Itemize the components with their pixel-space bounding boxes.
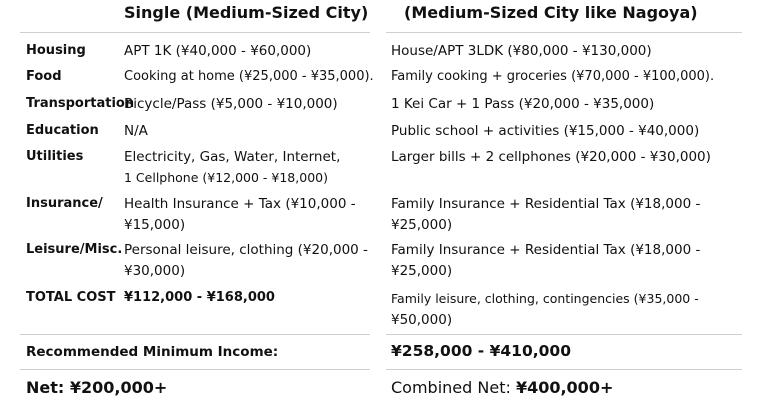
family-utilities: Larger bills + 2 cellphones (¥20,000 - ¥30,000) [391, 149, 711, 165]
family-leisure-line2: ¥25,000) [391, 263, 453, 279]
net-divider-left [20, 369, 370, 370]
single-insurance-line2: ¥15,000) [124, 217, 186, 233]
header-divider-right [386, 32, 742, 33]
net-divider-right [386, 369, 742, 370]
recommended-divider-left [20, 334, 370, 335]
row-label-education: Education [26, 123, 99, 138]
single-transportation: Bicycle/Pass (¥5,000 - ¥10,000) [124, 96, 338, 112]
single-housing: APT 1K (¥40,000 - ¥60,000) [124, 43, 312, 59]
single-utilities-line1: Electricity, Gas, Water, Internet, [124, 149, 341, 165]
single-column-header: Single (Medium-Sized City) [124, 3, 369, 22]
single-insurance-line1: Health Insurance + Tax (¥10,000 - [124, 196, 356, 212]
recommended-income-value: ¥258,000 - ¥410,000 [391, 342, 571, 360]
family-education: Public school + activities (¥15,000 - ¥40,000) [391, 123, 700, 139]
header-divider-left [20, 32, 370, 33]
single-utilities-line2: 1 Cellphone (¥12,000 - ¥18,000) [124, 170, 328, 185]
row-label-utilities: Utilities [26, 149, 84, 164]
recommended-income-label: Recommended Minimum Income: [26, 344, 279, 360]
single-leisure-line2: ¥30,000) [124, 263, 186, 279]
single-total-cost: ¥112,000 - ¥168,000 [124, 290, 275, 305]
family-total-line1: Family leisure, clothing, contingencies (¥35,000 - [391, 291, 699, 306]
row-label-food: Food [26, 69, 62, 84]
family-insurance-line2: ¥25,000) [391, 217, 453, 233]
family-food: Family cooking + groceries (¥70,000 - ¥100,000). [391, 69, 715, 84]
single-leisure-line1: Personal leisure, clothing (¥20,000 - [124, 242, 368, 258]
family-housing: House/APT 3LDK (¥80,000 - ¥130,000) [391, 43, 652, 59]
single-food: Cooking at home (¥25,000 - ¥35,000). [124, 69, 374, 84]
row-label-housing: Housing [26, 43, 86, 58]
single-net-income: Net: ¥200,000+ [26, 378, 168, 397]
row-label-total-cost: TOTAL COST [26, 290, 116, 305]
family-net-prefix: Combined Net: [391, 378, 516, 397]
family-insurance-line1: Family Insurance + Residential Tax (¥18,000 - [391, 196, 701, 212]
family-net-income [391, 378, 613, 398]
family-leisure-line1: Family Insurance + Residential Tax (¥18,000 - [391, 242, 701, 258]
family-column-header: (Medium-Sized City like Nagoya) [404, 3, 698, 22]
row-label-leisure: Leisure/Misc. [26, 242, 123, 257]
row-label-transportation: Transportation [26, 96, 135, 111]
row-label-insurance: Insurance/ [26, 196, 103, 211]
family-total-line2: ¥50,000) [391, 312, 453, 328]
family-transportation: 1 Kei Car + 1 Pass (¥20,000 - ¥35,000) [391, 96, 655, 112]
single-education: N/A [124, 123, 148, 139]
recommended-divider-right [386, 334, 742, 335]
family-net-value: ¥400,000+ [515, 378, 614, 397]
